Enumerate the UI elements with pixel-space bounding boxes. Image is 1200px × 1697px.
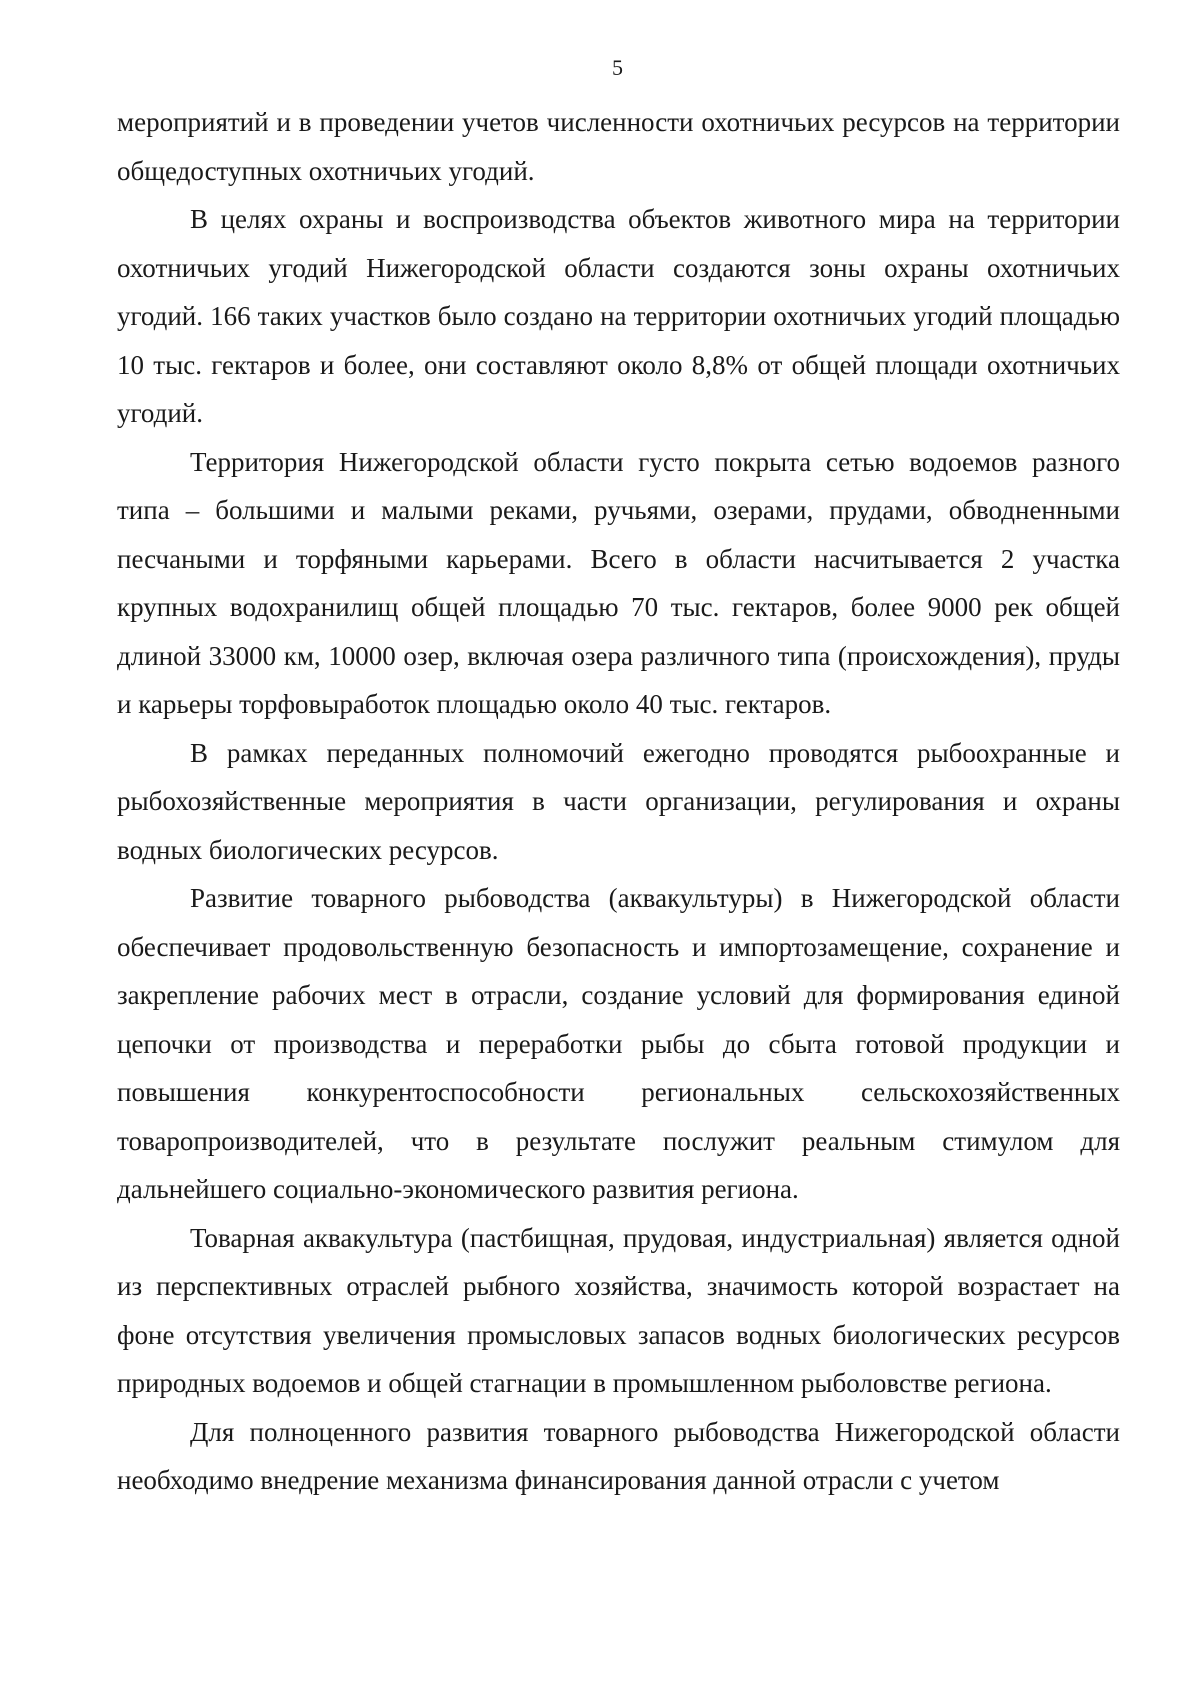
page-number: 5 [612, 55, 623, 80]
paragraph-hunting-protection-zones: В целях охраны и воспроизводства объектов животного мира на территории охотничьих угодий Нижегородской области создаются зоны охраны охотничьих угодий. 166 таких участков было создано на территории охотничьих угодий площадью 10 тыс. гектаров и более, они составляют около 8,8% от общей площади охотничьих угодий. [117, 204, 1120, 428]
paragraph-aquaculture-development: Развитие товарного рыбоводства (аквакультуры) в Нижегородской области обеспечивает продовольственную безопасность и импортозамещение, сохранение и закрепление рабочих мест в отрасли, создание условий для формирования единой цепочки от производства и переработки рыбы до сбыта готовой продукции и повышения конкурентоспособности региональных сельскохозяйственных товаропроизводителей, что в результате послужит реальным стимулом для дальнейшего социально-экономического развития региона. [117, 883, 1120, 1204]
paragraph-commercial-aquaculture: Товарная аквакультура (пастбищная, прудовая, индустриальная) является одной из перспективных отраслей рыбного хозяйства, значимость которой возрастает на фоне отсутствия увеличения промысловых запасов водных биологических ресурсов природных водоемов и общей стагнации в промышленном рыболовстве региона. [117, 1222, 1120, 1398]
paragraph-continuation: мероприятий и в проведении учетов численности охотничьих ресурсов на территории общедоступных охотничьих угодий. [117, 107, 1120, 186]
paragraph-water-bodies: Территория Нижегородской области густо покрыта сетью водоемов разного типа – большими и малыми реками, ручьями, озерами, прудами, обводненными песчаными и торфяными карьерами. Всего в области насчитывается 2 участка крупных водохранилищ общей площадью 70 тыс. гектаров, более 9000 рек общей длиной 33000 км, 10000 озер, включая озера различного типа (происхождения), пруды и карьеры торфовыработок площадью около 40 тыс. гектаров. [117, 446, 1120, 719]
paragraph-fish-protection-measures: В рамках переданных полномочий ежегодно проводятся рыбоохранные и рыбохозяйственные мероприятия в части организации, регулирования и охраны водных биологических ресурсов. [117, 737, 1120, 865]
document-body [117, 98, 1120, 1505]
paragraph-financing-mechanism: Для полноценного развития товарного рыбоводства Нижегородской области необходимо внедрение механизма финансирования данной отрасли с учетом [117, 1416, 1120, 1495]
